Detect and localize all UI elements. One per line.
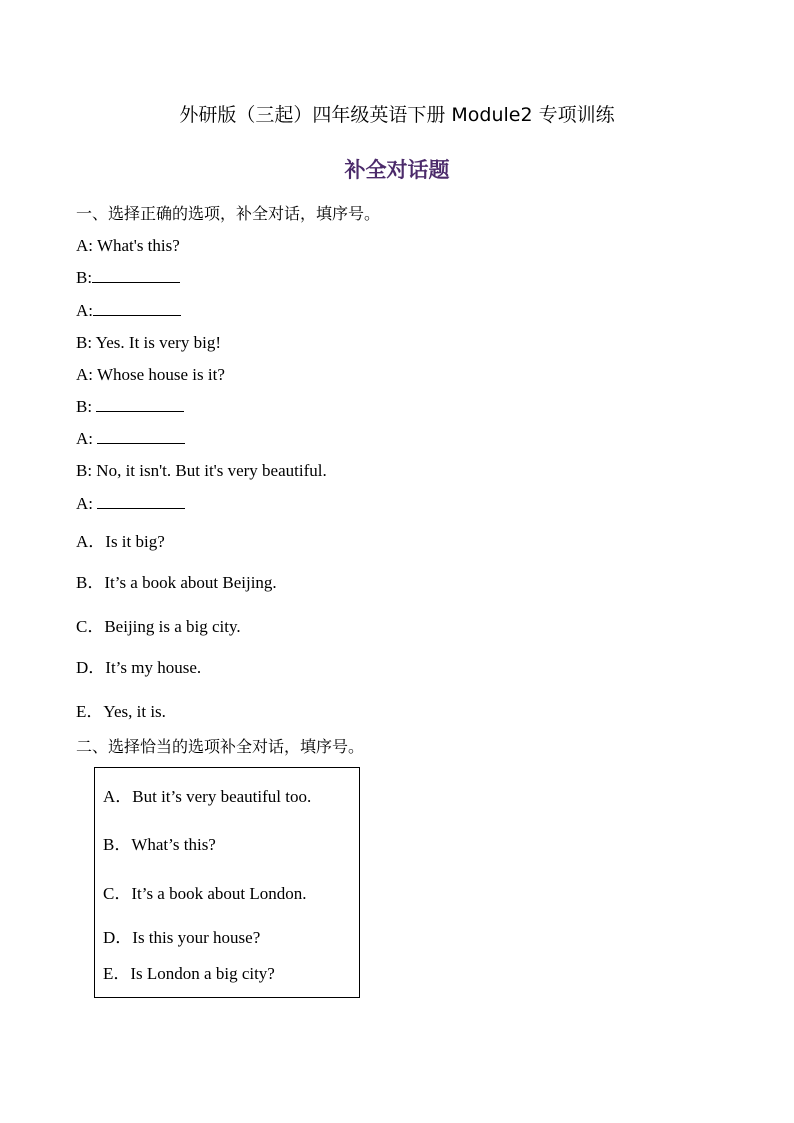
box-option-e: E．Is London a big city? (103, 964, 275, 983)
option-d: D．It’s my house. (76, 658, 202, 677)
dialogue-line: A: (76, 494, 185, 514)
option-a: A．Is it big? (76, 532, 165, 551)
section-2-heading: 二、选择恰当的选项补全对话，填序号。 (76, 737, 365, 756)
answer-blank[interactable] (93, 301, 181, 316)
option-b: B．It’s a book about Beijing. (76, 573, 277, 592)
dialogue-line: A: Whose house is it? (76, 365, 225, 384)
option-c: C．Beijing is a big city. (76, 617, 241, 636)
answer-blank[interactable] (92, 268, 180, 283)
dialogue-line: B: No, it isn't. But it's very beautiful. (76, 461, 327, 480)
dialogue-line: A: (76, 301, 181, 321)
page-subtitle: 补全对话题 (344, 157, 450, 182)
dialogue-line: B: (76, 397, 184, 417)
box-option-a: A．But it’s very beautiful too. (103, 787, 312, 806)
box-option-d: D．Is this your house? (103, 928, 261, 947)
dialogue-line: B: Yes. It is very big! (76, 333, 221, 352)
page-title: 外研版（三起）四年级英语下册 Module2 专项训练 (179, 104, 615, 126)
dialogue-line: A: (76, 429, 185, 449)
answer-blank[interactable] (96, 397, 184, 412)
dialogue-line: B: (76, 268, 180, 288)
box-option-b: B．What’s this? (103, 835, 216, 854)
dialogue-line: A: What's this? (76, 236, 180, 255)
section-1-heading: 一、选择正确的选项，补全对话，填序号。 (76, 204, 381, 223)
answer-blank[interactable] (97, 429, 185, 444)
box-option-c: C．It’s a book about London. (103, 884, 307, 903)
option-e: E．Yes, it is. (76, 702, 166, 721)
answer-blank[interactable] (97, 494, 185, 509)
